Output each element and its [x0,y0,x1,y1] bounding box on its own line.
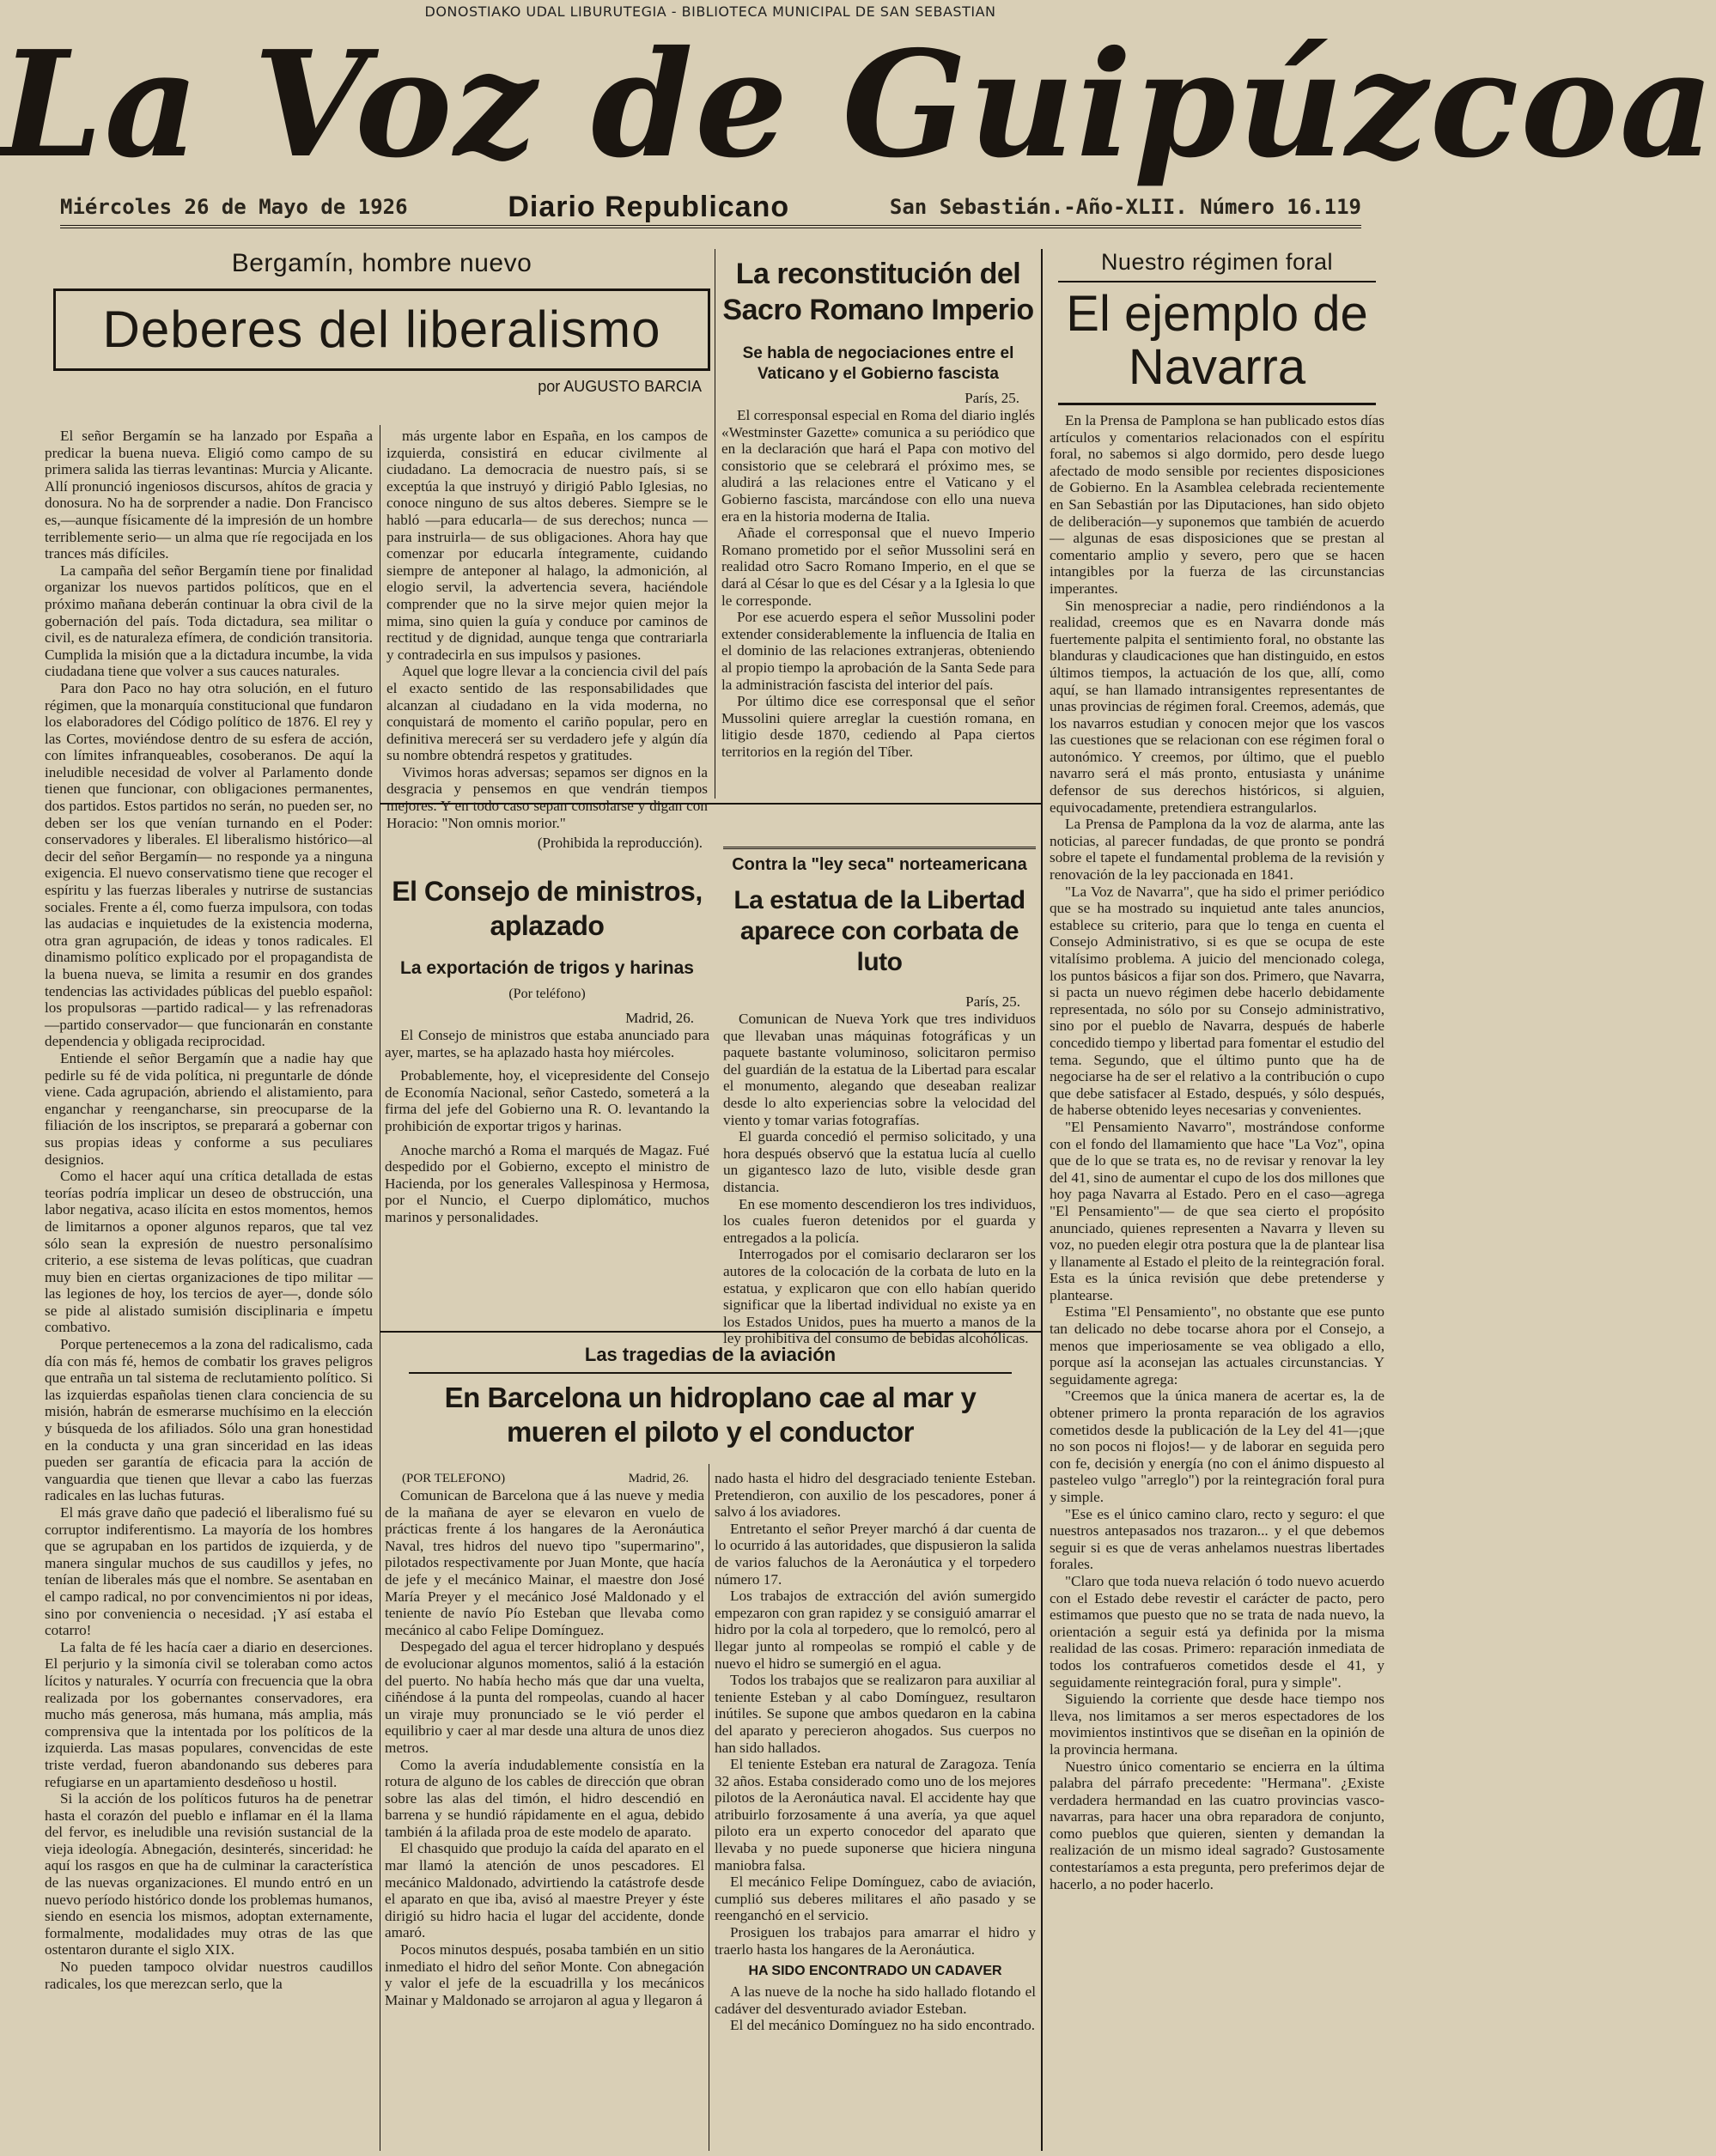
paragraph: "El Pensamiento Navarro", mostrándose conforme con el fondo del llamamiento que hace "La Voz", opina que de lo que se trata es, no de revisar y renovar la ley del 41, sino de aumentar el cupo de los dos millones que hoy paga Navarra al Estado. Pero en el caso—agrega "El Pensamiento"— de que sea cierto el propósito anunciado, quienes representen a Navarra y lleven su voz, no pueden elegir otra postura que la de plantear lisa y llanamente al Estado el pleito de la reintegración foral. Esta es la única revisión que debe pretenderse y plantearse. [1050,1118,1384,1303]
article-kicker: Las tragedias de la aviación [584,1344,837,1365]
paragraph: Por ese acuerdo espera el señor Mussolini poder extender considerablemente la influencia de Italia en el dominio de las relaciones extranjeras, obteniendo al propio tiempo la aprobación de la Santa Sede para la administración fascista del interior del país. [721,609,1035,693]
phone-note: (POR TELEFONO) [402,1472,506,1485]
issue-date: Miércoles 26 de Mayo de 1926 [60,195,408,219]
paragraph: Para don Paco no hay otra solución, en el futuro régimen, que la monarquía constitucional que fundaron los elaboradores del Código político de 1876. El rey y las Cortes, moviéndose dentro de su esfera de acción, con límites infranqueables, cosoberanos. De aquí la ineludible necesidad de volver al Parlamento donde tienen que funcionar, con obligaciones permanentes, dos partidos. Estos partidos no serán, no pueden ser, no deben ser los que venían turnando en el Poder: conservadores y liberales. El liberalismo histórico—al decir del señor Bergamín— no responde ya a ninguna exigencia. El nuevo conservatismo tiene que recoger el espíritu y las fuerzas liberales y nutrirse de sustancias sociales. Frente a él, como fuerza impulsora, con todas las audacias e inquietudes de la existencia moderna, otra gran agrupación, de ideas y tonos radicales. El dinamismo político explicado por el propagandista de la buena nueva, se limita a resumir en dos grandes tendencias las actividades públicas del pueblo español: los propulsoras —partido radical— y las refrenadoras—partido conservador— que funcionarán en constante dependencia y obligada reciprocidad. [45,679,373,1050]
paragraph: Si la acción de los políticos futuros ha de penetrar hasta el corazón del pueblo e inflamar en él la llama del fervor, es ineludible una revisión sustancial de la vieja ideología. Abnegación, desinterés, sinceridad: he aquí los rasgos en que ha de culminar la característica de las nuevas organizaciones. El mundo entró en un nuevo período histórico donde los problemas humanos, siendo en esencia los mismos, adoptan externamente, formalmente, modalidades muy otras de las que ostentaron durante el siglo XIX. [45,1790,373,1959]
article-subhead: La exportación de trigos y harinas [400,958,694,978]
sacro-imperio-article [721,256,1035,799]
paragraph: Prosiguen los trabajos para amarrar el hidro y traerlo hasta los hangares de la Aeronáutica. [715,1924,1036,1958]
aviacion-column-1 [385,1470,704,2153]
newspaper-subtitle: Diario Republicano [508,190,790,223]
article-headline: En Barcelona un hidroplano cae al mar y mueren el piloto y el conductor [444,1382,977,1448]
paragraph: No pueden tampoco olvidar nuestros caudillos radicales, los que merezcan serlo, que la [45,1959,373,1992]
article-kicker: Bergamín, hombre nuevo [231,249,532,277]
navarra-article [1050,249,1384,2153]
article-headline: La reconstitución del Sacro Romano Imperio [722,258,1034,326]
paragraph: La falta de fé les hacía caer a diario en deserciones. El perjurio y la simonía civil se toleraban como actos lícitos y naturales. Y ocurría con frecuencia que la obra realizada por los gobernantes conservadores, era mucho más generosa, más humana, más amplia, más comprensiva que la intentada por los políticos de la izquierda. Las masas populares, convencidas de este triste verdad, fueron abandonando sus deberes para refugiarse en un apartamiento desdeñoso u hostil. [45,1638,373,1790]
paragraph: "Claro que toda nueva relación ó todo nuevo acuerdo con el Estado debe revestir el carácter de pacto, pero estimamos que puesto que no se trata de nada nuevo, la orientación a seguir está ya definida por la misma realidad de las cosas. Primero: reparación inmediata de todos los contrafueros cometidos desde el 41, y seguidamente reintegración foral, pura y simple". [1050,1572,1384,1691]
paragraph: Probablemente, hoy, el vicepresidente del Consejo de Economía Nacional, señor Castedo, someterá a la firma del jefe del Gobierno una R. O. levantando la prohibición de exportar trigos y harinas. [385,1067,709,1134]
headline-rule [1058,403,1376,405]
paragraph: Porque pertenecemos a la zona del radicalismo, cada día con más fé, hemos de combatir los graves peligros que entraña un tal sistema de reclutamiento político. Si las izquierdas españolas tienen clara conciencia de su misión, habrán de esmerarse muchísimo en la elección y búsqueda de los afiliados. Sólo una gran honestidad en la conducta y una gran sinceridad en las ideas pueden ser garantía de eficacia para la acción de vanguardia que tienen que llevar a cabo las fuerzas radicales en las luchas futuras. [45,1336,373,1504]
paragraph: El guarda concedió el permiso solicitado, y una hora después observó que la estatua lucía al cuello un gigantesco lazo de luto, visible desde gran distancia. [723,1128,1036,1195]
paragraph: más urgente labor en España, en los campos de izquierda, consistirá en educar civilmente al ciudadano. La democracia de nuestro país, si se exceptúa la que instruyó y dirigió Pablo Iglesias, no conoce ninguno de sus altos deberes. Siempre se le habló —para educarla— de sus derechos; nunca —para instruirla— de sus obligaciones. Ahora hay que comenzar por educarla íntegramente, cuidando siempre de anteponer al halago, la admonición, al elogio servil, la advertencia severa, haciéndole comprender que no la sirve mejor quien mejor la mima, sino quien la guía y conduce por caminos de rectitud y de dignidad, aunque tenga que contrariarla y contradecirla en sus impulsos y pasiones. [386,428,708,663]
paragraph: Anoche marchó a Roma el marqués de Magaz. Fué despedido por el Gobierno, excepto el ministro de Hacienda, por los generales Vallespinosa y Hermosa, por el Nuncio, el Cuerpo diplomático, muchos marinos y personalidades. [385,1141,709,1225]
phone-note: (Por teléfono) [508,987,586,1001]
liberalismo-header [53,249,710,421]
paragraph: Sin menospreciar a nadie, pero rindiéndonos a la realidad, creemos que es en Navarra donde más fuertemente palpita el sentimiento foral, no obstante las blanduras y claudicaciones que han distinguido, en estos últimos tiempos, la actuación de los que, allí, como aquí, se han llamado intransigentes representantes de unas provincias de régimen foral. Creemos, además, que los navarros estudian y conocen mejor que los vascos las cuestiones que se relacionan con ese régimen foral o autonómico. Y creemos, por último, que el pueblo navarro será el más pronto, entusiasta y unánime defensor de sus derechos históricos, si alguien, equivocadamente, pretendiera estrangularlos. [1050,597,1384,816]
paragraph: En ese momento descendieron los tres individuos, los cuales fueron detenidos por el guarda y entregados a la policía. [723,1195,1036,1246]
paragraph: El más grave daño que padeció el liberalismo fué su corruptor indiferentismo. La mayoría de los hombres que se agrupaban en los partidos de izquierda, y de manera singular muchos de sus caudillos y jefes, no tenían de liberales más que el nombre. Se asentaban en el campo radical, no por convencimientos ni por ideas, sino por conveniencia o necesidad. ¡Y así estaba el cotarro! [45,1504,373,1639]
archive-header: DONOSTIAKO UDAL LIBURUTEGIA - BIBLIOTECA MUNICIPAL DE SAN SEBASTIAN [424,3,996,20]
paragraph: "Creemos que la única manera de acertar es, la de obtener primero la pronta reparación de los agravios cometidos desde la publicación de la Ley del 41—¡que no son pocos ni flojos!— y de laborar en seguida pero con fe, decisión y energía (no con el ánimo dispuesto al pasteleo vulgo "arreglo") por la reintegración foral pura y simple. [1050,1388,1384,1505]
paragraph: El corresponsal especial en Roma del diario inglés «Westminster Gazette» comunica a su periódico que en la declaración que hará el Papa con motivo del consistorio que se celebrará el próximo mes, se aludirá a las relaciones entre el Vaticano y el Gobierno fascista, marcándose con ello una nueva era en la historia moderna de Italia. [721,407,1035,525]
paragraph: "La Voz de Navarra", que ha sido el primer periódico que se ha mostrado su inquietud ante tales anuncios, establece su criterio, para que lo tenga en cuenta el Consejo Administrativo, si es que se ocupa de este vitalísimo problema. A juicio del mencionado colega, los puntos básicos a fijar son dos. Primero, que Navarra, si pacta un nuevo régimen debe hacerlo debidamente representada, no sólo por su Consejo administrativo, sino por el pueblo de Navarra, después de haberle concedido tiempo y libertad para fomentar el estudio del tema. Segundo, que el último punto que ha de negociarse ha de ser el relativo a la contribución o cupo que debe satisfacer al Estado, después, y sólo después, de haberse obtenido leyes necesarias y convenientes. [1050,883,1384,1119]
headline-rule [409,1372,1012,1374]
paragraph: Como la avería indudablemente consistía en la rotura de alguno de los cables de dirección que obran sobre las alas del timón, el hidro descendió en barrena y se hundió rápidamente en el agua, debido también á la afilada proa de este modelo de aparato. [385,1756,704,1840]
masthead-title: La Voz de Guipúzcoa [0,19,1716,191]
paragraph: Comunican de Barcelona que á las nueve y media de la mañana de ayer se elevaron en vuelo de prácticas frente á los hangares de la Aeronáutica Naval, tres hidros del nuevo tipo "supermarino", pilotados respectivamente por Juan Monte, que hacía de jefe y el mecánico Mainar, el maestre don José María Preyer y el mecánico José Maldonado y el teniente de navío Pío Esteban que llevaba como mecánico al cabo Felipe Domínguez. [385,1487,704,1638]
paragraph: Comunican de Nueva York que tres individuos que llevaban unas máquinas fotográficas y un paquete bastante voluminoso, solicitaron permiso del guardián de la estatua de la Libertad para escalar el monumento, alegando que deseaban realizar desde lo alto experiencias sobre la velocidad del viento y tomar varias fotografías. [723,1011,1036,1128]
liberalismo-column-2 [386,428,708,852]
article-headline: El ejemplo de Navarra [1066,286,1368,395]
article-dateline: Madrid, 26. [628,1472,689,1485]
paragraph: Por último dice ese corresponsal que el señor Mussolini quiere arreglar la cuestión romana, en litigio desde 1870, cediendo al Papa ciertos territorios en la región del Tíber. [721,693,1035,760]
paragraph: La campaña del señor Bergamín tiene por finalidad organizar los nuevos partidos políticos, que en el próximo mañana deberán continuar la obra civil de la gobernación del país. Toda dictadura, sea militar o civil, es de naturaleza efímera, de condición transitoria. Cumplida la misión que a la dictadura incumbe, la vida ciudadana tiene que volver a sus cauces naturales. [45,562,373,680]
consejo-article [385,874,709,1329]
paragraph: Entretanto el señor Preyer marchó á dar cuenta de lo ocurrido á las autoridades, que dispusieron la salida de varios faluchos de la Aeronáutica y el torpedero número 17. [715,1520,1036,1588]
paragraph: Interrogados por el comisario declararon ser los autores de la colocación de la corbata de luto en la estatua, y explicaron que con ello habían querido significar que la libertad individual no existe ya en los Estados Unidos, pues ha muerto a manos de la ley prohibitiva del consumo de bebidas alcohólicas. [723,1246,1036,1347]
paragraph: Nuestro único comentario se encierra en la última palabra del párrafo precedente: "Hermana". ¿Existe verdadera hermandad en las cuatro provincias vasco-navarras, para hacer una obra reparadora de conjunto, como pueblos que quieren, sienten y demandan la realización de un mismo ideal sagrado? Gustosamente contestaríamos a esta pregunta, pero preferimos dejar de hacerlo, a no poder hacerlo. [1050,1758,1384,1892]
paragraph: Aquel que logre llevar a la conciencia civil del país el exacto sentido de las responsabilidades que alcanzan al ciudadano en la vida moderna, no conquistará de momento el cariño popular, pero en definitiva merecerá ser su verdadero jefe y algún día su nombre obtendrá respetos y gratitudes. [386,663,708,764]
article-kicker: Nuestro régimen foral [1100,249,1334,275]
reproduction-notice: (Prohibida la reproducción). [537,835,703,852]
paragraph: El teniente Esteban era natural de Zaragoza. Tenía 32 años. Estaba considerado como uno de los mejores pilotos de la Aeronáutica naval. El accidente hay que atribuirlo forzosamente á una avería, ya que aquel piloto era un experto conocedor del aparato que llevaba y no puede suponerse que hiciera ninguna maniobra falsa. [715,1756,1036,1874]
article-kicker: Contra la "ley seca" norteamericana [723,847,1036,875]
article-dateline: Madrid, 26. [625,1010,694,1026]
article-dateline: París, 25. [965,993,1020,1010]
libertad-article [723,841,1036,1347]
paragraph: Pocos minutos después, posaba también en un sitio inmediato el hidro del señor Monte. Con abnegación y valor el jefe de la escuadrilla y los mecánicos Mainar y Maldonado se arrojaron al agua y llegaron á [385,1941,704,2008]
article-headline: El Consejo de ministros, aplazado [392,876,703,941]
paragraph: El señor Bergamín se ha lanzado por España a predicar la buena nueva. Eligió como campo de su primera salida las tierras levantinas: Murcia y Alicante. Allí pronunció ingeniosos discursos, ahítos de gracia y donosura. No ha de sorprender a nadie. Don Francisco es,—aunque físicamente dé la impresión de un hombre terriblemente serio— un alma que ríe regocijada en los trances más difíciles. [45,428,373,562]
aviacion-header [383,1339,1038,1464]
paragraph: Siguiendo la corriente que desde hace tiempo nos lleva, nos limitamos a ser meros espectadores de los movimientos instintivos que se diseñan en la opinión de la provincia hermana. [1050,1691,1384,1758]
paragraph: Despegado del agua el tercer hidroplano y después de evolucionar algunos momentos, salió á la estación del puerto. No había hecho más que dar una vuelta, ciñéndose á la punta del rompeolas, cuando al hacer un viraje muy pronunciado se le vió perder el equilibrio y caer al mar desde una altura de unos diez metros. [385,1638,704,1756]
article-subhead: Se habla de negociaciones entre el Vaticano y el Gobierno fascista [742,344,1014,383]
paragraph: Vivimos horas adversas; sepamos ser dignos en la desgracia y pensemos en que vendrán tiempos mejores. Y en todo caso sepan consolarse y digan con Horacio: "Non omnis morior." [386,763,708,831]
article-headline: Deberes del liberalismo [102,301,661,358]
paragraph: Estima "El Pensamiento", no obstante que ese punto tan delicado no debe tocarse ahora por el Consejo, a menos que imperiosamente se vea obligado a ello, porque así la aconsejan las actuales circunstancias. Y seguidamente agrega: [1050,1303,1384,1388]
paragraph: El del mecánico Domínguez no ha sido encontrado. [730,2017,1036,2034]
paragraph: Como el hacer aquí una crítica detallada de estas teorías podría implicar un deseo de obstrucción, una labor negativa, acaso ilícita en estos momentos, hemos de limitarnos a oponer algunos reparos, que tal vez sólo sean la expresión de nuestro personalísimo criterio, a ese sistema de levas políticas, que cuadran muy bien en ciertas organizaciones de tipo militar —las legiones de hoy, los tercios de ayer—, donde sólo se pide al alistado sumisión disciplinaria e ímpetu combativo. [45,1168,373,1336]
paragraph: Añade el corresponsal que el nuevo Imperio Romano prometido por el señor Mussolini será en realidad otro Sacro Romano Imperio, en el que se dará al César lo que es del César y a la Iglesia lo que le corresponde. [721,525,1035,609]
dateline-bar [60,189,1361,228]
headline-box [53,288,710,371]
issue-number: San Sebastián.-Año-XLII. Número 16.119 [889,195,1361,219]
paragraph: nado hasta el hidro del desgraciado teniente Esteban. Pretendieron, con auxilio de los pescadores, poner á salvo á los aviadores. [715,1470,1036,1521]
aviacion-column-2 [715,1470,1036,2153]
paragraph: El chasquido que produjo la caída del aparato en el mar llamó la atención de unos pescadores. El mecánico Maldonado, advirtiendo la catástrofe desde el aparato en que iba, avisó al maestre Preyer y éste dirigió su hidro hacia el lugar del accidente, donde amaró. [385,1840,704,1941]
paragraph: Los trabajos de extracción del avión sumergido empezaron con gran rapidez y se consiguió amarrar el hidro por la cola al torpedero, que lo remolcó, pero al llegar junto al rompeolas se rompió el cable y de nuevo el hidro se sumergió en el agua. [715,1588,1036,1672]
paragraph: El Consejo de ministros que estaba anunciado para ayer, martes, se ha aplazado hasta hoy miércoles. [385,1027,709,1060]
article-byline: por AUGUSTO BARCIA [538,378,702,395]
article-headline: La estatua de la Libertad aparece con corbata de luto [733,886,1025,976]
article-meta-row [385,1470,704,1487]
article-subhead: HA SIDO ENCONTRADO UN CADAVER [748,1964,1002,1979]
article-dateline: París, 25. [964,390,1019,406]
column-rule [1041,249,1043,2151]
paragraph: A las nueve de la noche ha sido hallado flotando el cadáver del desventurado aviador Esteban. [715,1983,1036,2017]
paragraph: El mecánico Felipe Domínguez, cabo de aviación, cumplió sus deberes militares el año pasado y se reenganchó en el servicio. [715,1874,1036,1924]
paragraph: Entiende el señor Bergamín que a nadie hay que pedirle su fé de vida política, ni preguntarle de dónde viene. Cada agrupación, abriendo el alistamiento, para enganchar y reengancharse, sin preocuparse de la filiación de los inscriptos, se preparará a gobernar con sus propias ideas y conforme a sus peculiares designios. [45,1049,373,1168]
headline-rule [1058,281,1376,282]
paragraph: "Ese es el único camino claro, recto y seguro: el que nuestros antepasados nos trazaron... y el que debemos seguir si es que de veras anhelamos nuestras libertades forales. [1050,1505,1384,1573]
paragraph: Todos los trabajos que se realizaron para auxiliar al teniente Esteban y al cabo Domínguez, resultaron inútiles. Se supone que ambos quedaron en la cabina del aparato y perecieron ahogados. Sus cuerpos no han sido hallados. [715,1672,1036,1756]
paragraph: En la Prensa de Pamplona se han publicado estos días artículos y comentarios relacionados con el espíritu foral, no sabemos si algo dormido, pero desde luego afectado de modo sensible por recientes disposiciones de Gobierno. En la Asamblea celebrada recientemente en San Sebastián por las Diputaciones, han sido objeto de deliberación—y suponemos que también de acuerdo— algunas de esas disposiciones que se prestan al comentario amplio y severo, pero que se hacen intangibles por la fuerza de las circunstancias imperantes. [1050,412,1384,597]
liberalismo-column-1 [45,428,373,2153]
paragraph: La Prensa de Pamplona da la voz de alarma, ante las noticias, al parecer fundadas, de que pronto se pondrá sobre el tapete el fundamental problema de la revisión y renovación de la ley paccionada en 1841. [1050,816,1384,884]
